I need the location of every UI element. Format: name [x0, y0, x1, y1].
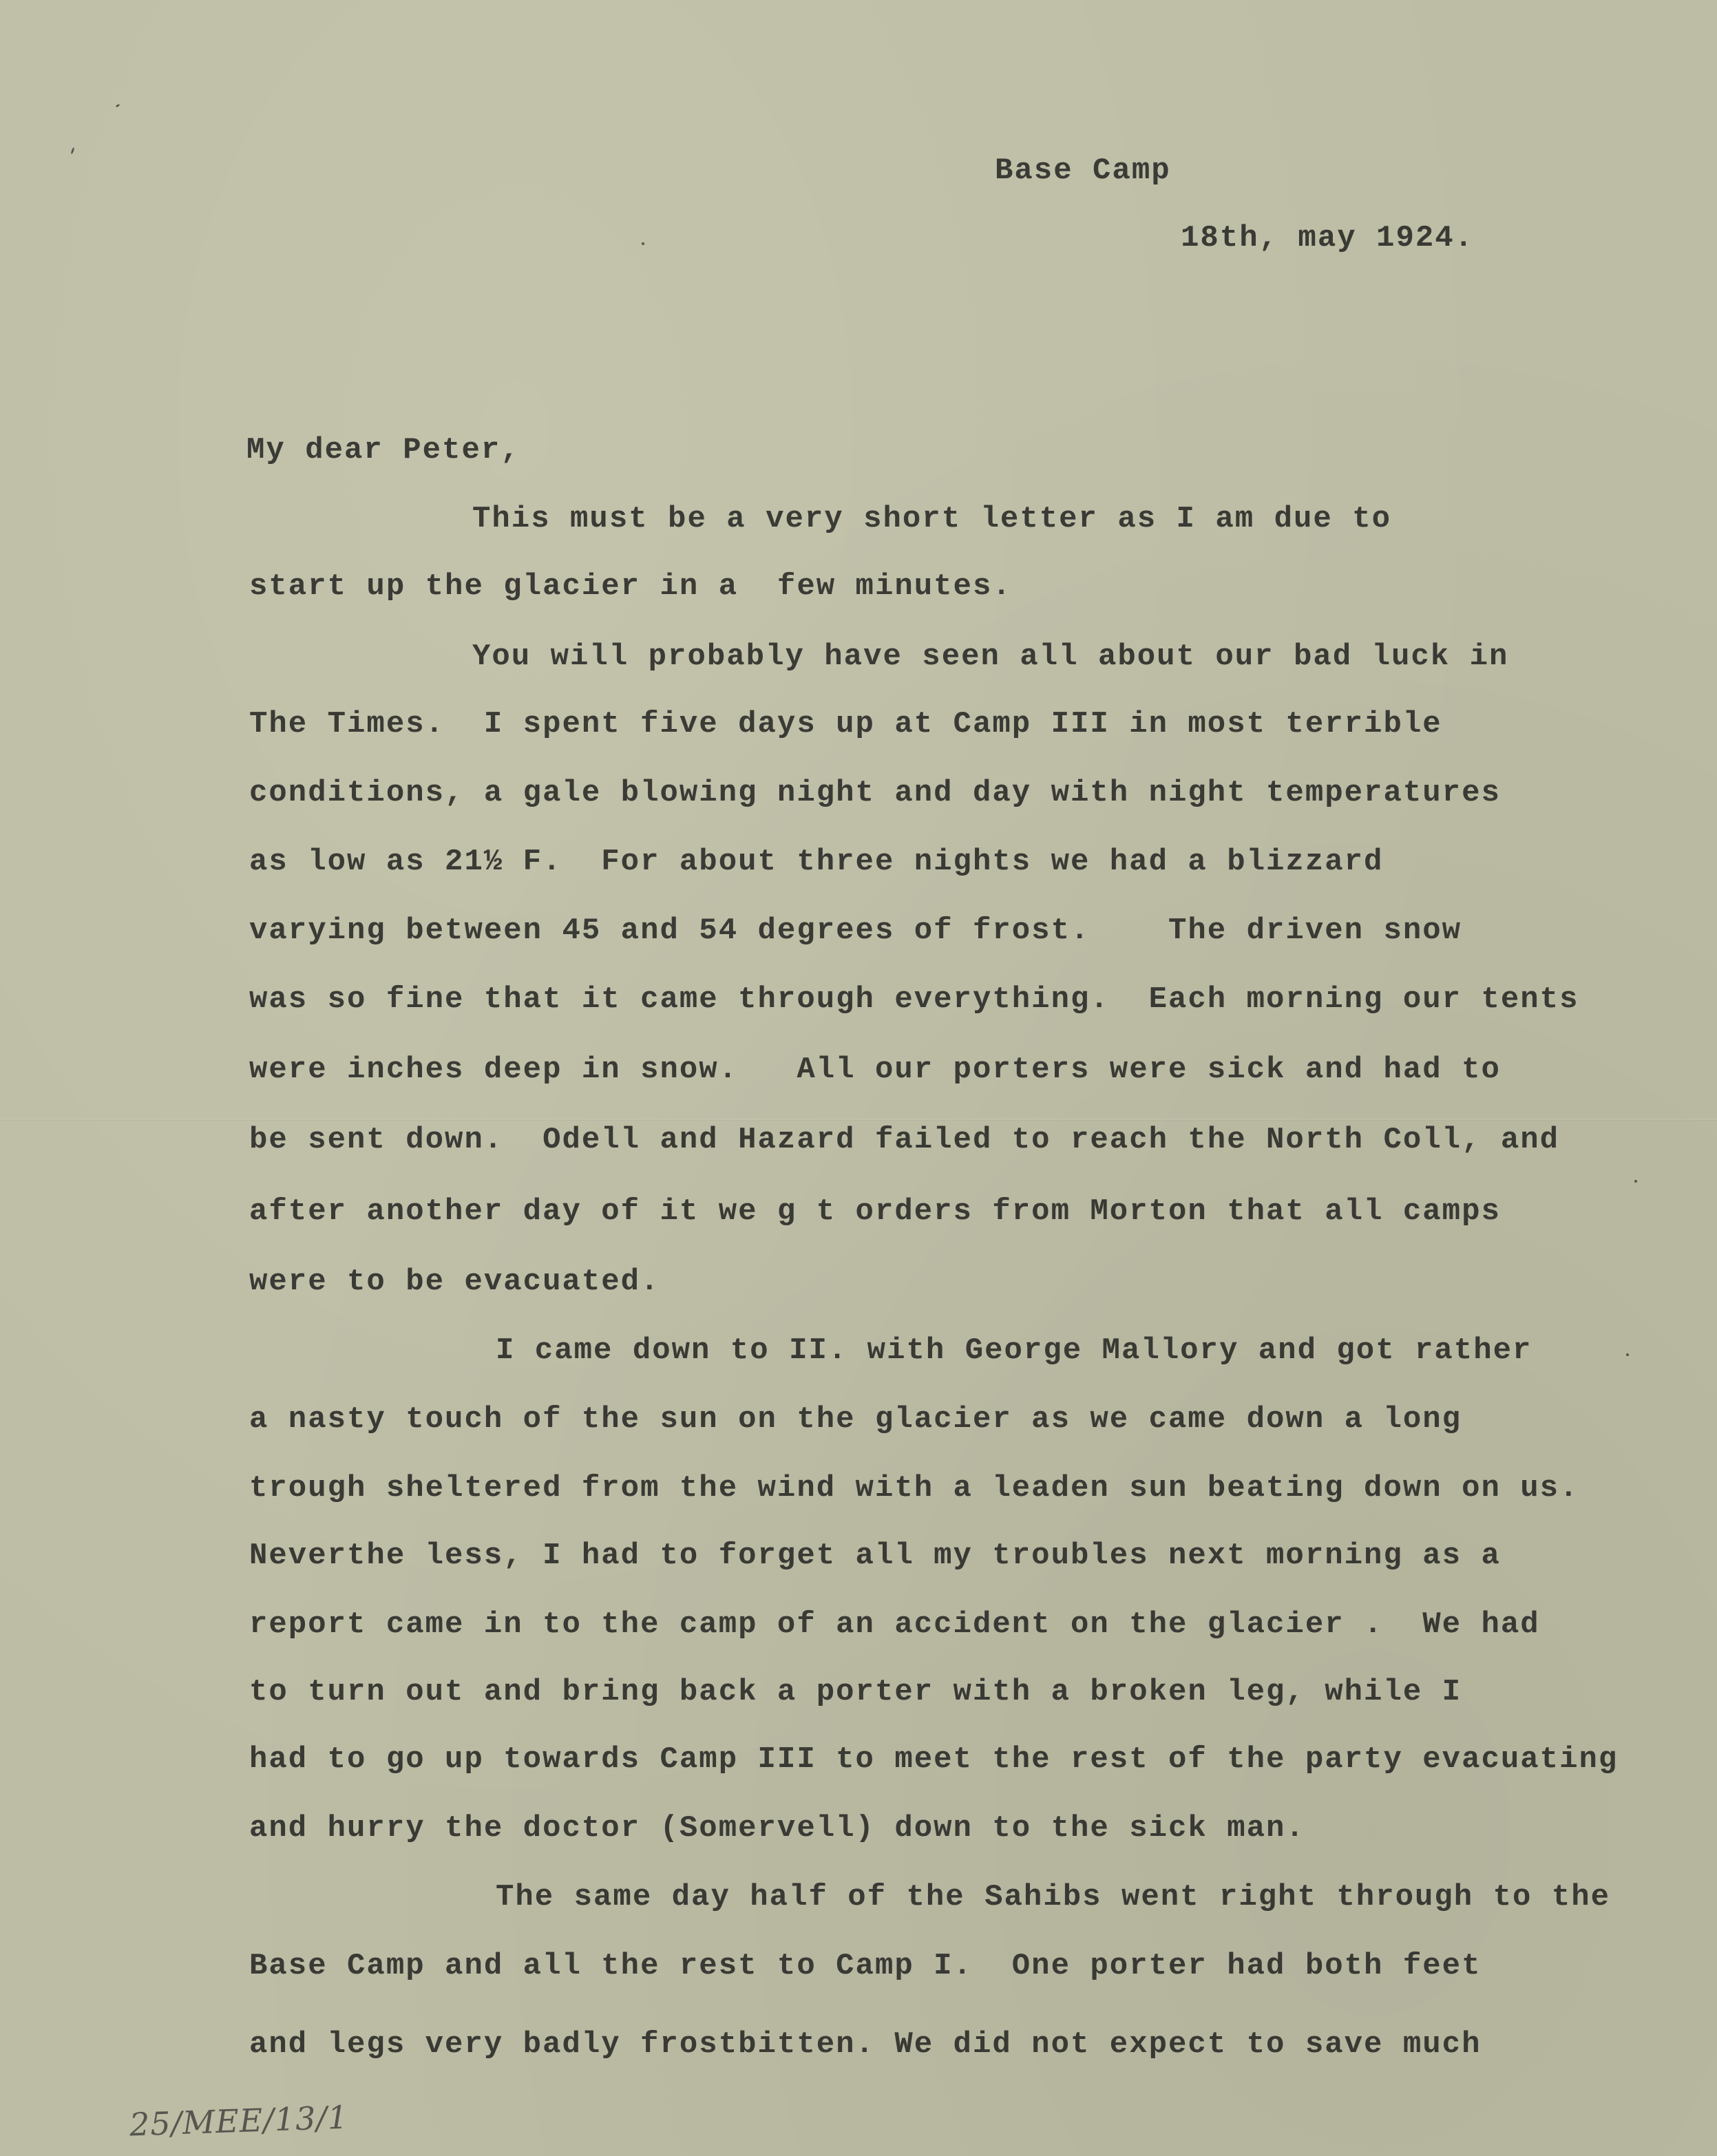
- paragraph-2-line-8: be sent down. Odell and Hazard failed to reach the North Coll, and: [249, 1123, 1560, 1157]
- paragraph-2-line-9: after another day of it we g t orders from Morton that all camps: [249, 1194, 1501, 1229]
- paragraph-3-line-7: had to go up towards Camp III to meet the rest of the party evacuating: [249, 1742, 1619, 1777]
- archive-reference: 25/MEE/13/1: [129, 2098, 349, 2144]
- paragraph-3-line-5: report came in to the camp of an accident on the glacier . We had: [249, 1607, 1540, 1642]
- heading-place: Base Camp: [995, 154, 1171, 188]
- paragraph-3-line-3: trough sheltered from the wind with a leaden sun beating down on us.: [249, 1471, 1579, 1505]
- paragraph-1-line-2: start up the glacier in a few minutes.: [249, 569, 1012, 604]
- paragraph-3-line-2: a nasty touch of the sun on the glacier as we came down a long: [249, 1402, 1462, 1437]
- paragraph-2-line-7: were inches deep in snow. All our porters were sick and had to: [249, 1053, 1501, 1087]
- paragraph-2-line-1: You will probably have seen all about our bad luck in: [472, 640, 1509, 674]
- paragraph-2-line-3: conditions, a gale blowing night and day with night temperatures: [249, 776, 1501, 810]
- paragraph-4-line-3: and legs very badly frostbitten. We did not expect to save much: [249, 2027, 1482, 2062]
- ink-speck: [642, 242, 644, 245]
- paragraph-1-line-1: This must be a very short letter as I am due to: [472, 502, 1392, 536]
- salutation: My dear Peter,: [246, 433, 520, 467]
- paragraph-2-line-10: were to be evacuated.: [249, 1265, 660, 1299]
- paragraph-2-line-5: varying between 45 and 54 degrees of frost. The driven snow: [249, 913, 1462, 948]
- paragraph-3-line-8: and hurry the doctor (Somervell) down to the sick man.: [249, 1811, 1305, 1846]
- paragraph-4-line-1: The same day half of the Sahibs went right through to the: [496, 1880, 1611, 1914]
- ink-speck: [70, 147, 74, 154]
- paragraph-3-line-4: Neverthe less, I had to forget all my troubles next morning as a: [249, 1539, 1501, 1573]
- paragraph-2-line-6: was so fine that it came through everything. Each morning our tents: [249, 982, 1579, 1017]
- ink-speck: [116, 104, 120, 108]
- ink-speck: [1634, 1180, 1637, 1183]
- paragraph-2-line-2: The Times. I spent five days up at Camp III in most terrible: [249, 707, 1442, 741]
- paragraph-3-line-1: I came down to II. with George Mallory and got rather: [496, 1333, 1532, 1368]
- paragraph-2-line-4: as low as 21½ F. For about three nights we had a blizzard: [249, 845, 1384, 879]
- ink-speck: [1626, 1353, 1629, 1356]
- paper-fold-line: [0, 1119, 1717, 1121]
- heading-date: 18th, may 1924.: [1181, 221, 1475, 255]
- paragraph-3-line-6: to turn out and bring back a porter with a broken leg, while I: [249, 1675, 1462, 1709]
- paragraph-4-line-2: Base Camp and all the rest to Camp I. One porter had both feet: [249, 1949, 1482, 1983]
